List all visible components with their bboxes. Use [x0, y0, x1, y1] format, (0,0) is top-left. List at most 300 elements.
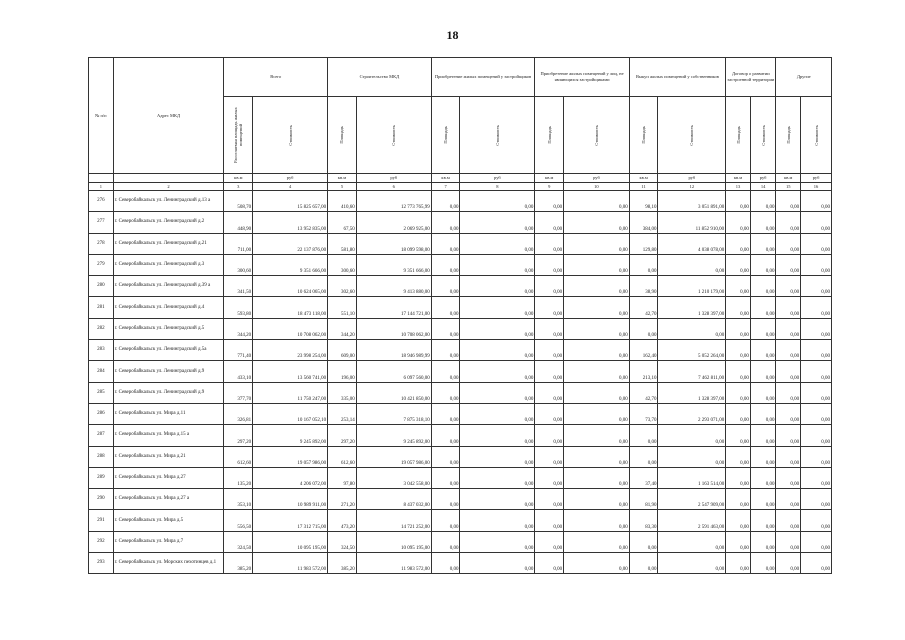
row-value: 0,00	[776, 489, 801, 510]
row-number: 278	[89, 233, 114, 254]
row-address: г. Северобайкальск ул. Мира д.5	[113, 510, 224, 531]
row-value: 0,00	[460, 191, 535, 212]
row-address: г. Северобайкальск ул. Мира д.27 а	[113, 489, 224, 510]
row-value: 97,80	[328, 467, 357, 488]
row-value: 0,00	[535, 425, 564, 446]
row-value: 384,00	[629, 212, 658, 233]
table-body	[89, 191, 832, 574]
row-value: 98,10	[629, 191, 658, 212]
row-value: 0,00	[535, 553, 564, 574]
row-value: 3 051 891,00	[658, 191, 726, 212]
row-value: 0,00	[776, 425, 801, 446]
row-value: 1 210 179,00	[658, 276, 726, 297]
unit-rub: руб	[658, 174, 726, 183]
unit-sqm: кв.м	[629, 174, 658, 183]
row-value: 0,00	[629, 446, 658, 467]
row-value: 0,00	[535, 489, 564, 510]
row-value: 4 206 072,00	[253, 467, 328, 488]
row-value: 162,40	[629, 340, 658, 361]
row-value: 0,00	[564, 361, 630, 382]
row-value: 0,00	[726, 403, 751, 424]
row-value: 0,00	[750, 467, 776, 488]
col-number: 8	[460, 183, 535, 191]
row-value: 0,00	[658, 254, 726, 275]
table-row	[89, 446, 832, 467]
row-value: 0,00	[750, 254, 776, 275]
row-value: 0,00	[564, 403, 630, 424]
row-value: 9 413 880,00	[356, 276, 431, 297]
row-value: 0,00	[460, 403, 535, 424]
row-value: 12 773 765,99	[356, 191, 431, 212]
row-value: 11 983 572,00	[253, 553, 328, 574]
row-number: 291	[89, 510, 114, 531]
row-value: 0,00	[431, 233, 460, 254]
col-number: 16	[801, 183, 832, 191]
row-value: 0,00	[535, 382, 564, 403]
row-value: 0,00	[564, 212, 630, 233]
row-value: 0,00	[460, 467, 535, 488]
row-value: 0,00	[750, 553, 776, 574]
row-value: 18 473 118,00	[253, 297, 328, 318]
row-value: 0,00	[801, 510, 832, 531]
page-number: 18	[446, 28, 459, 42]
row-value: 0,00	[801, 276, 832, 297]
row-value: 0,00	[776, 403, 801, 424]
row-value: 0,00	[726, 510, 751, 531]
row-value: 326,81	[224, 403, 253, 424]
row-value: 2 547 909,00	[658, 489, 726, 510]
row-value: 0,00	[726, 361, 751, 382]
row-value: 593,80	[224, 297, 253, 318]
subheader-cost: Стоимость	[689, 124, 695, 146]
row-value: 37,40	[629, 467, 658, 488]
row-value: 1 328 397,00	[658, 382, 726, 403]
row-value: 0,00	[726, 318, 751, 339]
row-address: г. Северобайкальск ул. Морских пехотинцев д.1	[113, 553, 224, 574]
row-value: 6 097 560,00	[356, 361, 431, 382]
row-value: 213,10	[629, 361, 658, 382]
row-value: 2 591 463,00	[658, 510, 726, 531]
row-value: 0,00	[431, 510, 460, 531]
row-value: 0,00	[431, 297, 460, 318]
row-value: 0,00	[431, 254, 460, 275]
row-value: 9 245 892,00	[253, 425, 328, 446]
row-value: 0,00	[726, 467, 751, 488]
header-num: № п/п	[89, 58, 114, 174]
row-value: 0,00	[776, 297, 801, 318]
row-address: г. Северобайкальск ул. Мира д.11	[113, 403, 224, 424]
row-value: 0,00	[801, 425, 832, 446]
row-value: 0,00	[801, 212, 832, 233]
row-value: 0,00	[564, 553, 630, 574]
row-value: 0,00	[750, 276, 776, 297]
row-value: 0,00	[535, 297, 564, 318]
row-value: 0,00	[776, 276, 801, 297]
row-number: 280	[89, 276, 114, 297]
row-value: 0,00	[535, 254, 564, 275]
row-value: 771,40	[224, 340, 253, 361]
row-value: 551,10	[328, 297, 357, 318]
resettlement-table	[88, 57, 832, 574]
row-value: 344,20	[224, 318, 253, 339]
row-value: 324,50	[224, 531, 253, 552]
table-row	[89, 340, 832, 361]
row-address: г. Северобайкальск ул. Ленинградский д.9	[113, 361, 224, 382]
table-row	[89, 297, 832, 318]
row-value: 0,00	[776, 553, 801, 574]
row-value: 0,00	[460, 276, 535, 297]
header-group-total: Всего	[224, 58, 328, 97]
row-value: 385,20	[328, 553, 357, 574]
subheader-area: Площадь	[735, 126, 741, 144]
row-value: 385,20	[224, 553, 253, 574]
row-value: 8 437 032,00	[356, 489, 431, 510]
unit-sqm: кв.м	[776, 174, 801, 183]
table-row	[89, 531, 832, 552]
row-value: 10 095 195,00	[253, 531, 328, 552]
row-number: 281	[89, 297, 114, 318]
row-value: 0,00	[658, 425, 726, 446]
row-value: 0,00	[726, 425, 751, 446]
subheader-cost: Стоимость	[813, 124, 819, 146]
row-value: 0,00	[535, 531, 564, 552]
row-value: 0,00	[629, 531, 658, 552]
row-value: 4 038 078,00	[658, 233, 726, 254]
row-value: 271,20	[328, 489, 357, 510]
row-value: 0,00	[535, 403, 564, 424]
row-address: г. Северобайкальск ул. Мира д.7	[113, 531, 224, 552]
row-value: 0,00	[460, 531, 535, 552]
row-value: 2 293 071,00	[658, 403, 726, 424]
row-value: 0,00	[750, 318, 776, 339]
subheader-cost: Стоимость	[287, 124, 293, 146]
row-value: 23 998 254,00	[253, 340, 328, 361]
column-numbers-row	[89, 183, 832, 191]
row-value: 0,00	[801, 297, 832, 318]
subheader-cost: Стоимость	[593, 124, 599, 146]
row-value: 1 328 397,00	[658, 297, 726, 318]
row-address: г. Северобайкальск ул. Ленинградский д.13 а	[113, 191, 224, 212]
row-value: 448,90	[224, 212, 253, 233]
row-value: 0,00	[535, 361, 564, 382]
row-value: 0,00	[750, 425, 776, 446]
row-address: г. Северобайкальск ул. Ленинградский д.3	[113, 254, 224, 275]
row-value: 0,00	[726, 531, 751, 552]
row-value: 67,50	[328, 212, 357, 233]
row-value: 0,00	[535, 318, 564, 339]
unit-sqm: кв.м	[431, 174, 460, 183]
row-value: 0,00	[564, 531, 630, 552]
row-value: 0,00	[658, 318, 726, 339]
row-value: 0,00	[431, 340, 460, 361]
row-value: 581,80	[328, 233, 357, 254]
row-value: 14 721 252,00	[356, 510, 431, 531]
row-value: 10 167 052,10	[253, 403, 328, 424]
row-value: 0,00	[750, 403, 776, 424]
row-number: 282	[89, 318, 114, 339]
row-value: 0,00	[801, 340, 832, 361]
table-row	[89, 361, 832, 382]
row-value: 11 852 910,00	[658, 212, 726, 233]
unit-sqm: кв.м	[224, 174, 253, 183]
row-value: 0,00	[564, 297, 630, 318]
unit-rub: руб	[750, 174, 776, 183]
row-value: 297,20	[224, 425, 253, 446]
row-value: 7 462 811,00	[658, 361, 726, 382]
row-number: 293	[89, 553, 114, 574]
table-row	[89, 553, 832, 574]
row-value: 344,20	[328, 318, 357, 339]
row-value: 0,00	[776, 361, 801, 382]
row-value: 0,00	[776, 254, 801, 275]
header-address: Адрес МКД	[113, 58, 224, 174]
header-group-buyout: Выкуп жилых помещений у собственников	[629, 58, 725, 97]
row-value: 0,00	[801, 191, 832, 212]
row-value: 42,70	[629, 382, 658, 403]
row-value: 0,00	[750, 212, 776, 233]
col-number: 12	[658, 183, 726, 191]
row-value: 0,00	[564, 382, 630, 403]
row-value: 0,00	[750, 446, 776, 467]
row-value: 0,00	[460, 340, 535, 361]
row-value: 297,20	[328, 425, 357, 446]
row-value: 433,10	[224, 361, 253, 382]
row-value: 0,00	[564, 233, 630, 254]
row-value: 0,00	[431, 467, 460, 488]
col-number: 6	[356, 183, 431, 191]
row-address: г. Северобайкальск ул. Ленинградский д.5	[113, 318, 224, 339]
row-value: 0,00	[726, 254, 751, 275]
row-value: 0,00	[535, 276, 564, 297]
row-value: 0,00	[658, 531, 726, 552]
row-value: 302,60	[328, 276, 357, 297]
unit-rub: руб	[460, 174, 535, 183]
row-value: 556,50	[224, 510, 253, 531]
table-row	[89, 467, 832, 488]
row-number: 287	[89, 425, 114, 446]
row-value: 13 560 741,00	[253, 361, 328, 382]
row-value: 13 952 835,00	[253, 212, 328, 233]
row-value: 0,00	[564, 254, 630, 275]
row-value: 0,00	[776, 318, 801, 339]
row-value: 0,00	[776, 212, 801, 233]
row-value: 341,50	[224, 276, 253, 297]
row-value: 0,00	[460, 553, 535, 574]
row-value: 410,60	[328, 191, 357, 212]
row-number: 285	[89, 382, 114, 403]
row-value: 0,00	[726, 382, 751, 403]
row-address: г. Северобайкальск ул. Мира д.15 а	[113, 425, 224, 446]
row-value: 0,00	[431, 553, 460, 574]
table-row	[89, 212, 832, 233]
row-value: 0,00	[801, 489, 832, 510]
row-number: 286	[89, 403, 114, 424]
row-value: 612,60	[224, 446, 253, 467]
col-number: 15	[776, 183, 801, 191]
subheader-area: Площадь	[641, 126, 647, 144]
subheader-cost: Стоимость	[391, 124, 397, 146]
row-value: 0,00	[726, 276, 751, 297]
row-value: 196,00	[328, 361, 357, 382]
row-value: 0,00	[750, 531, 776, 552]
row-value: 0,00	[460, 446, 535, 467]
table-row	[89, 276, 832, 297]
row-value: 0,00	[776, 531, 801, 552]
row-value: 0,00	[801, 531, 832, 552]
header-group-construction: Строительство МКД	[328, 58, 432, 97]
row-value: 0,00	[535, 340, 564, 361]
row-value: 19 057 986,00	[356, 446, 431, 467]
row-number: 276	[89, 191, 114, 212]
col-number: 1	[89, 183, 114, 191]
row-value: 10 624 065,00	[253, 276, 328, 297]
row-value: 0,00	[776, 446, 801, 467]
table-row	[89, 254, 832, 275]
row-address: г. Северобайкальск ул. Мира д.21	[113, 446, 224, 467]
col-number: 14	[750, 183, 776, 191]
row-value: 81,90	[629, 489, 658, 510]
header-group-other: Другие	[776, 58, 832, 97]
row-value: 10 421 850,00	[356, 382, 431, 403]
row-value: 17 144 721,00	[356, 297, 431, 318]
row-value: 0,00	[564, 510, 630, 531]
row-value: 10 989 911,00	[253, 489, 328, 510]
row-value: 0,00	[726, 489, 751, 510]
row-value: 0,00	[750, 340, 776, 361]
row-value: 0,00	[431, 489, 460, 510]
row-value: 324,50	[328, 531, 357, 552]
row-value: 135,20	[224, 467, 253, 488]
row-value: 5 052 264,00	[658, 340, 726, 361]
col-number: 5	[328, 183, 357, 191]
row-address: г. Северобайкальск ул. Ленинградский д.39 а	[113, 276, 224, 297]
unit-rub: руб	[356, 174, 431, 183]
row-value: 42,70	[629, 297, 658, 318]
col-number: 4	[253, 183, 328, 191]
row-value: 0,00	[460, 318, 535, 339]
row-value: 0,00	[431, 361, 460, 382]
row-value: 473,20	[328, 510, 357, 531]
row-value: 300,60	[224, 254, 253, 275]
row-value: 0,00	[776, 382, 801, 403]
row-value: 0,00	[726, 233, 751, 254]
row-value: 0,00	[460, 212, 535, 233]
unit-sqm: кв.м	[328, 174, 357, 183]
row-value: 0,00	[535, 233, 564, 254]
row-value: 0,00	[776, 233, 801, 254]
subheader-area: Площадь	[546, 126, 552, 144]
row-value: 0,00	[460, 254, 535, 275]
row-value: 0,00	[629, 254, 658, 275]
row-value: 0,00	[460, 510, 535, 531]
row-value: 0,00	[776, 340, 801, 361]
row-value: 335,00	[328, 382, 357, 403]
row-address: г. Северобайкальск ул. Мира д.27	[113, 467, 224, 488]
row-value: 0,00	[776, 191, 801, 212]
row-value: 0,00	[564, 276, 630, 297]
row-value: 0,00	[431, 276, 460, 297]
row-value: 0,00	[564, 467, 630, 488]
row-value: 609,00	[328, 340, 357, 361]
row-value: 0,00	[726, 446, 751, 467]
unit-rub: руб	[801, 174, 832, 183]
row-value: 0,00	[750, 489, 776, 510]
header-group-development-contract: Договор о развитии застроенной территории	[726, 58, 776, 97]
row-value: 0,00	[431, 191, 460, 212]
row-value: 83,30	[629, 510, 658, 531]
row-number: 284	[89, 361, 114, 382]
unit-sqm: кв.м	[726, 174, 751, 183]
row-value: 11 750 247,00	[253, 382, 328, 403]
row-value: 0,00	[750, 191, 776, 212]
row-number: 290	[89, 489, 114, 510]
subheader-area: Площадь	[339, 126, 345, 144]
subheader-area-total: Расселяемая площадь жилых помещений	[233, 107, 244, 163]
row-value: 0,00	[801, 553, 832, 574]
row-value: 73,70	[629, 403, 658, 424]
row-value: 0,00	[726, 212, 751, 233]
row-value: 10 708 062,00	[253, 318, 328, 339]
row-value: 508,70	[224, 191, 253, 212]
row-value: 0,00	[564, 191, 630, 212]
row-value: 0,00	[535, 212, 564, 233]
row-value: 0,00	[750, 510, 776, 531]
row-value: 0,00	[801, 382, 832, 403]
row-value: 711,00	[224, 233, 253, 254]
row-value: 0,00	[431, 531, 460, 552]
row-value: 0,00	[776, 510, 801, 531]
unit-sqm: кв.м	[535, 174, 564, 183]
unit-rub: руб	[564, 174, 630, 183]
row-value: 0,00	[564, 425, 630, 446]
header-group-purchase-developers: Приобретение жилых помещений у застройщиков	[431, 58, 535, 97]
row-value: 0,00	[750, 382, 776, 403]
col-number: 9	[535, 183, 564, 191]
row-value: 10 095 195,00	[356, 531, 431, 552]
row-value: 0,00	[431, 403, 460, 424]
subheader-cost: Стоимость	[494, 124, 500, 146]
col-number: 11	[629, 183, 658, 191]
col-number: 13	[726, 183, 751, 191]
row-value: 0,00	[460, 425, 535, 446]
row-value: 0,00	[460, 489, 535, 510]
row-value: 0,00	[564, 340, 630, 361]
row-value: 0,00	[564, 489, 630, 510]
row-value: 0,00	[750, 233, 776, 254]
unit-rub: руб	[253, 174, 328, 183]
row-value: 0,00	[629, 425, 658, 446]
row-value: 0,00	[801, 318, 832, 339]
row-value: 0,00	[460, 297, 535, 318]
row-value: 10 708 062,00	[356, 318, 431, 339]
row-value: 0,00	[535, 191, 564, 212]
row-value: 0,00	[431, 212, 460, 233]
subheader-cost: Стоимость	[760, 124, 766, 146]
row-value: 9 245 892,00	[356, 425, 431, 446]
row-value: 0,00	[750, 361, 776, 382]
row-value: 18 946 989,99	[356, 340, 431, 361]
row-value: 9 351 666,00	[356, 254, 431, 275]
row-value: 612,60	[328, 446, 357, 467]
table-row	[89, 425, 832, 446]
row-value: 0,00	[801, 446, 832, 467]
row-value: 300,60	[328, 254, 357, 275]
row-value: 0,00	[801, 254, 832, 275]
row-value: 0,00	[431, 446, 460, 467]
row-value: 0,00	[726, 297, 751, 318]
row-value: 17 312 715,00	[253, 510, 328, 531]
row-value: 0,00	[535, 510, 564, 531]
